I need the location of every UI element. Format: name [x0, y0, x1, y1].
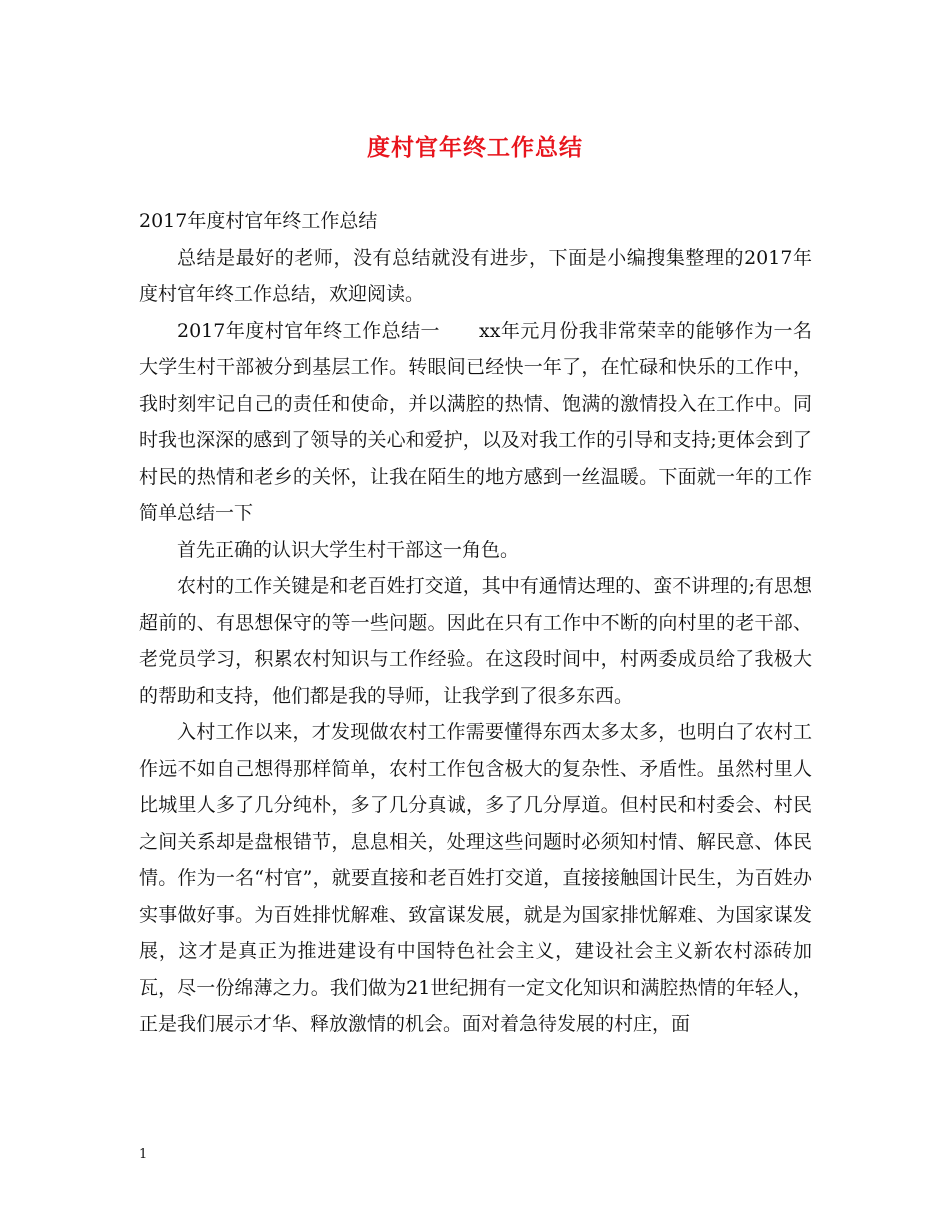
page-number: 1	[139, 1147, 148, 1162]
paragraph: 农村的工作关键是和老百姓打交道，其中有通情达理的、蛮不讲理的;有思想超前的、有思想保守的等一些问题。因此在只有工作中不断的向村里的老干部、老党员学习，积累农村知识与工作经验。在这段时间中，村两委成员给了我极大的帮助和支持，他们都是我的导师，让我学到了很多东西。	[139, 575, 812, 707]
paragraph: 总结是最好的老师，没有总结就没有进步，下面是小编搜集整理的2017年度村官年终工作总结，欢迎阅读。	[139, 246, 812, 305]
paragraph: 入村工作以来，才发现做农村工作需要懂得东西太多太多，也明白了农村工作远不如自己想得那样简单，农村工作包含极大的复杂性、矛盾性。虽然村里人比城里人多了几分纯朴，多了几分真诚，多了几分厚道。但村民和村委会、村民之间关系却是盘根错节，息息相关，处理这些问题时必须知村情、解民意、体民情。作为一名“村官”，就要直接和老百姓打交道，直接接触国计民生，为百姓办实事做好事。为百姓排忧解难、致富谋发展，就是为国家排忧解难、为国家谋发展，这才是真正为推进建设有中国特色社会主义，建设社会主义新农村添砖加瓦，尽一份绵薄之力。我们做为21世纪拥有一定文化知识和满腔热情的年轻人，正是我们展示才华、释放激情的机会。面对着急待发展的村庄，面	[139, 721, 812, 1035]
paragraph: 2017年度村官年终工作总结一 xx年元月份我非常荣幸的能够作为一名大学生村干部被分到基层工作。转眼间已经快一年了，在忙碌和快乐的工作中，我时刻牢记自己的责任和使命，并以满腔的热情、饱满的激情投入在工作中。同时我也深深的感到了领导的关心和爱护，以及对我工作的引导和支持;更体会到了村民的热情和老乡的关怀，让我在陌生的地方感到一丝温暖。下面就一年的工作简单总结一下	[139, 319, 812, 524]
document-title: 度村官年终工作总结	[367, 134, 583, 161]
paragraph-heading: 2017年度村官年终工作总结	[139, 210, 378, 232]
paragraph: 首先正确的认识大学生村干部这一角色。	[177, 538, 520, 561]
document-body	[139, 203, 812, 1043]
